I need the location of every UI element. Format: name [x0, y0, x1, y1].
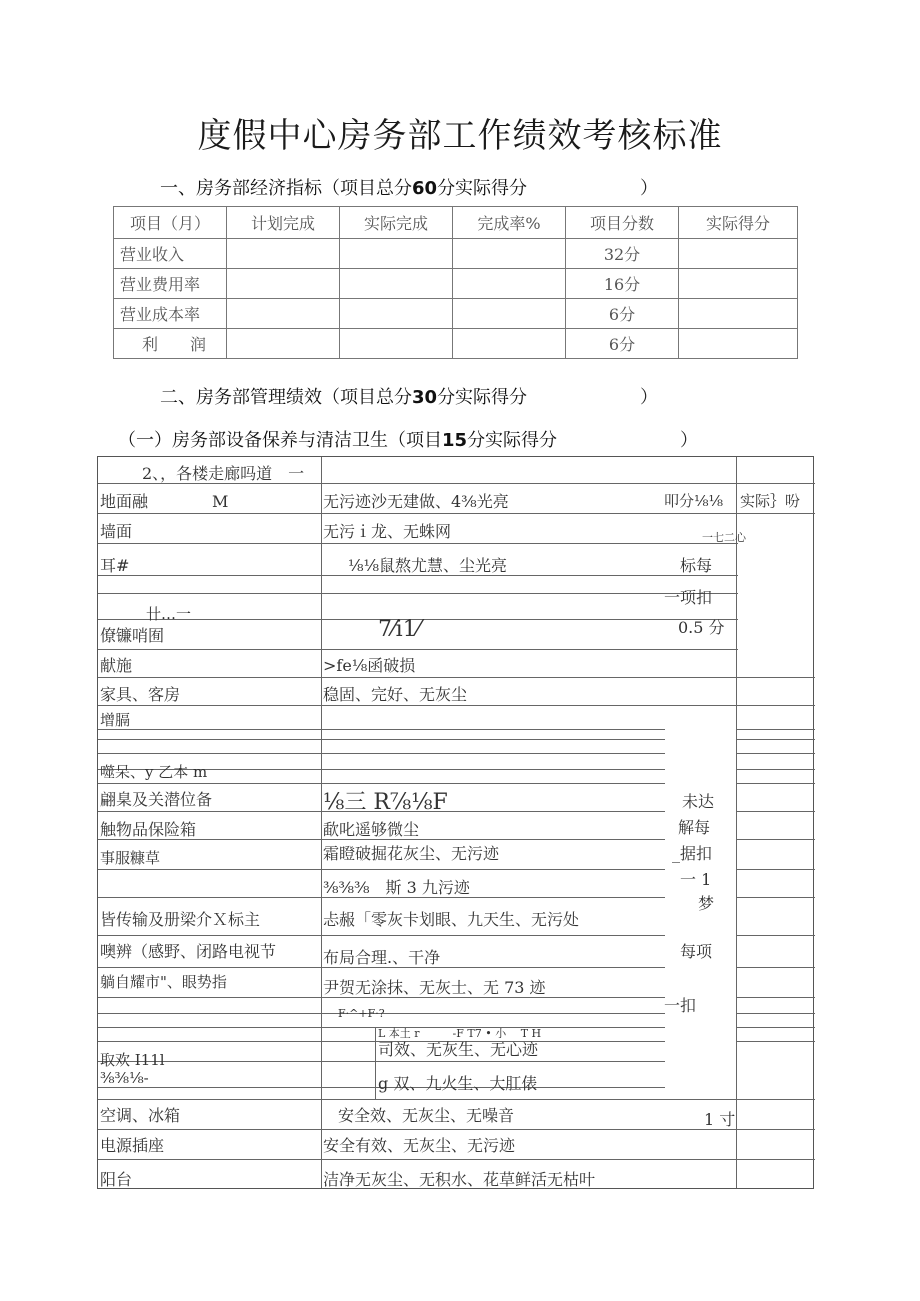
table-header-row [114, 207, 798, 239]
row-item: 取欢 I11l [100, 1051, 165, 1069]
row-divider [736, 935, 815, 936]
row-divider [736, 769, 815, 770]
row-item: 躺自耀市"、眼势指 [100, 973, 227, 991]
row-divider [98, 869, 665, 870]
section2-heading [160, 383, 527, 409]
row-divider [98, 705, 815, 706]
col-header: 项目分数 [566, 207, 679, 239]
empty-cell [453, 299, 566, 329]
col-header: 实际完成 [340, 207, 453, 239]
section2-close: ） [640, 387, 658, 408]
empty-cell [453, 269, 566, 299]
empty-cell [340, 239, 453, 269]
row-item: 耳# [100, 556, 130, 575]
table-row [114, 239, 798, 269]
row-item: 电源插座 [100, 1136, 165, 1155]
row-score: 16分 [566, 269, 679, 299]
row-item: 地面融 M [100, 492, 229, 511]
row-divider [98, 739, 665, 740]
row-standard: L 本土 r -F T7 • 小 T H [378, 1027, 542, 1040]
row-divider [736, 1013, 815, 1014]
section2-heading-score: 30 [412, 387, 438, 408]
row-divider [736, 869, 815, 870]
rule-text: _据扣 [672, 844, 713, 863]
row-divider [736, 897, 815, 898]
row-item: ⅜⅜⅛- [100, 1069, 149, 1087]
col-divider [736, 457, 737, 1188]
empty-cell [453, 239, 566, 269]
row-item: 触物品保险箱 [100, 820, 197, 839]
row-item: 墙面 [100, 522, 133, 541]
section3-heading-score: 15 [442, 430, 468, 451]
row-divider [736, 811, 815, 812]
section3-heading-prefix: （一）房务部设备保养与清洁卫生（项目 [118, 430, 442, 451]
rule-text: 未达 [682, 792, 715, 811]
empty-cell [679, 269, 798, 299]
row-standard: 7⁄i1⁄ [378, 617, 421, 642]
empty-cell [453, 329, 566, 359]
col-header: 计划完成 [227, 207, 340, 239]
empty-cell [679, 239, 798, 269]
section3-heading [118, 426, 557, 452]
table-row [114, 329, 798, 359]
top-label: 2、，各楼走廊吗道 一 [142, 464, 305, 483]
row-standard: 布局合理.、干净 [323, 948, 441, 967]
section1-close: ） [640, 178, 658, 199]
row-divider [98, 1159, 815, 1160]
row-standard: 无污迹沙无建做、4⅜光亮 [323, 492, 509, 511]
row-item: 事服糠草 [100, 849, 161, 867]
row-score: 6分 [566, 299, 679, 329]
row-divider [98, 935, 665, 936]
empty-cell [679, 299, 798, 329]
row-standard: 霜瞪破掘花灰尘、无污迹 [323, 844, 500, 863]
col-header: 实际得分 [679, 207, 798, 239]
row-item: 噬呆、y 乙本 m [100, 763, 208, 781]
table-row [114, 269, 798, 299]
table-row [114, 299, 798, 329]
economic-indicator-table [113, 206, 798, 359]
row-item: 僚镰哨囿 [100, 626, 165, 645]
section2-heading-suffix: 分实际得分 [437, 387, 528, 408]
section2-heading-prefix: 二、房务部管理绩效（项目总分 [160, 387, 412, 408]
row-standard: 歃叱遥够微尘 [323, 820, 420, 839]
row-standard: 无污ｉ龙、无蛛网 [323, 522, 452, 541]
row-divider [736, 729, 815, 730]
section3-heading-suffix: 分实际得分 [467, 430, 558, 451]
rule-text: 解每 [678, 818, 711, 837]
row-divider [736, 739, 815, 740]
row-standard: F·^+F·? [338, 1007, 385, 1020]
rule-text: 1 寸 [704, 1110, 736, 1129]
actual-header: 实际｝吩 [740, 492, 801, 510]
row-standard: 稳固、完好、无灰尘 [323, 685, 468, 704]
row-divider [736, 783, 815, 784]
section1-heading [160, 174, 527, 200]
row-item: 增膈 [100, 711, 131, 729]
row-item: 皆传输及册梁介Ｘ标主 [100, 910, 261, 929]
row-divider [98, 677, 815, 678]
row-divider [98, 1099, 815, 1100]
equipment-cleaning-table [97, 456, 814, 1189]
rule-text: 每项 [680, 942, 713, 961]
row-standard: ⅛⅛鼠熬尤慧、尘光亮 [348, 556, 508, 575]
empty-cell [227, 269, 340, 299]
row-standard: ⅜⅜⅜ 斯 3 九污迹 [323, 878, 470, 897]
row-item: 营业费用率 [114, 269, 227, 299]
row-standard: 安全有效、无灰尘、无污迹 [323, 1136, 516, 1155]
row-item: 噢辨（感野、闭路电视节 [100, 942, 277, 961]
rule-text: 梦 [698, 894, 715, 913]
row-standard: 忐赧「零灰卡划眼、九天生、无污处 [323, 910, 580, 929]
row-divider [736, 1041, 815, 1042]
row-divider [98, 649, 738, 650]
empty-cell [340, 299, 453, 329]
row-item: 空调、冰箱 [100, 1106, 181, 1125]
row-divider [736, 967, 815, 968]
rule-text: 一 1 [680, 870, 712, 889]
row-item: 利 润 [114, 329, 227, 359]
row-standard: 司效、无灰生、无心迹 [378, 1040, 539, 1059]
section1-heading-suffix: 分实际得分 [437, 178, 528, 199]
row-divider [98, 729, 665, 730]
row-item: 营业成本率 [114, 299, 227, 329]
row-standard: 安全效、无灰尘、无噪音 [338, 1106, 515, 1125]
empty-cell [227, 239, 340, 269]
row-divider [736, 1027, 815, 1028]
row-divider [736, 997, 815, 998]
row-divider [736, 753, 815, 754]
row-item: 翩臬及关潜位备 [100, 790, 213, 809]
row-item: 卄…一 [146, 605, 192, 623]
row-standard: g 双、九火生、大肛俵 [378, 1074, 538, 1093]
row-divider [98, 513, 815, 514]
empty-cell [227, 329, 340, 359]
col-divider [375, 1027, 376, 1099]
row-item: 阳台 [100, 1170, 133, 1189]
row-divider [736, 839, 815, 840]
row-item: 献施 [100, 656, 133, 675]
row-divider [98, 753, 665, 754]
page-title: 度假中心房务部工作绩效考核标准 [197, 116, 723, 156]
row-item: 营业收入 [114, 239, 227, 269]
row-score: 32分 [566, 239, 679, 269]
row-standard: 尹贺无涂抹、无灰士、无 73 迹 [323, 978, 546, 997]
row-standard: 洁净无灰尘、无积水、花草鲜活无枯叶 [323, 1170, 596, 1189]
rule-text: 0.5 分 [678, 618, 725, 637]
col-divider [321, 457, 322, 1188]
empty-cell [340, 269, 453, 299]
section1-heading-score: 60 [412, 178, 438, 199]
empty-cell [679, 329, 798, 359]
section3-close: ） [680, 430, 698, 451]
empty-cell [227, 299, 340, 329]
col-header: 完成率% [453, 207, 566, 239]
row-divider [98, 783, 665, 784]
row-score: 6分 [566, 329, 679, 359]
small-note: 一七二心 [702, 531, 746, 544]
section1-heading-prefix: 一、房务部经济指标（项目总分 [160, 178, 412, 199]
row-item: 家具、客房 [100, 685, 181, 704]
row-divider [98, 1061, 665, 1062]
row-divider [98, 593, 738, 594]
score-header: 叩分⅛⅛ [664, 492, 724, 510]
row-standard: >fe⅛函破损 [323, 656, 416, 675]
row-standard: ⅛三 R⅞⅛F [323, 790, 448, 815]
rule-text: 一项扣 [664, 588, 713, 607]
empty-cell [340, 329, 453, 359]
col-header: 项目（月） [114, 207, 227, 239]
rule-text: 标每 [680, 556, 713, 575]
rule-text: 一扣 [664, 996, 697, 1015]
row-divider [98, 543, 738, 544]
